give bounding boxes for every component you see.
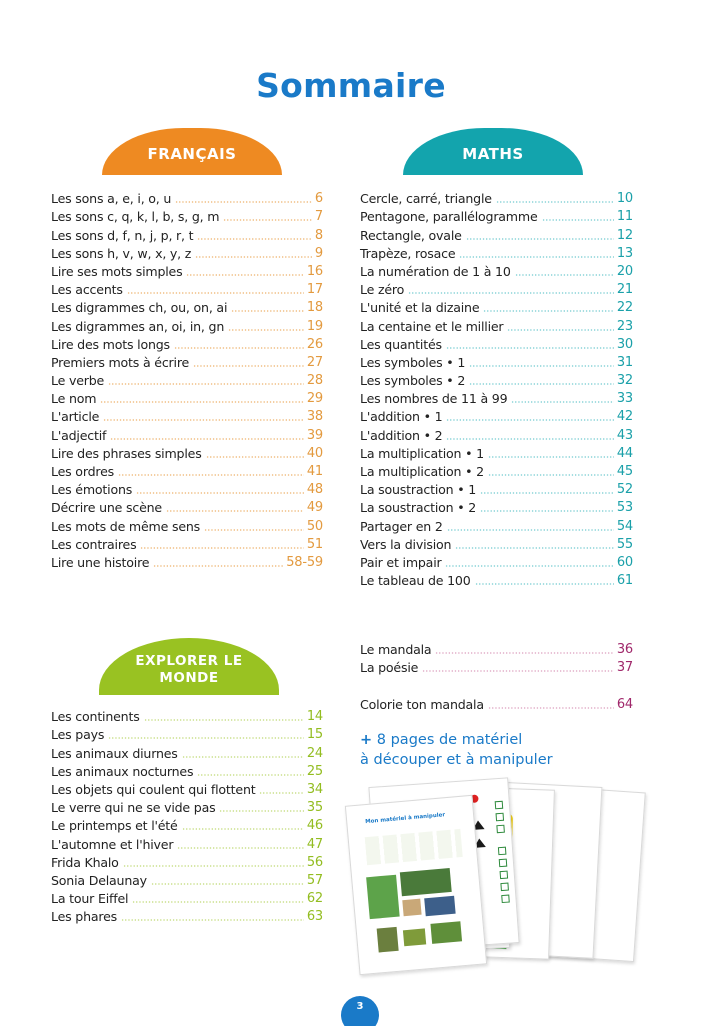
toc-entry-page: 51 — [306, 536, 323, 552]
toc-entry-label: Les pays — [51, 727, 105, 743]
toc-entry[interactable] — [51, 389, 323, 407]
toc-entry[interactable] — [51, 262, 323, 280]
plus-icon: + — [360, 732, 373, 748]
toc-entry-label: Les émotions — [51, 482, 133, 498]
number-box — [500, 871, 509, 880]
number-box — [498, 847, 507, 856]
toc-entry-page: 61 — [616, 573, 633, 589]
dot-leader — [483, 310, 613, 312]
dot-leader — [496, 201, 614, 203]
toc-entry[interactable] — [51, 535, 323, 553]
number-box — [496, 813, 505, 822]
section-header-francais — [102, 128, 282, 175]
toc-entry-page: 64 — [616, 696, 633, 712]
toc-entry-page: 33 — [616, 391, 633, 407]
toc-entry[interactable] — [360, 407, 633, 425]
toc-entry-label: Les nombres de 11 à 99 — [360, 391, 508, 407]
dot-leader — [123, 865, 304, 867]
toc-entry-label: Les mots de même sens — [51, 518, 201, 534]
toc-entry-label: Partager en 2 — [360, 518, 443, 534]
dot-leader — [182, 756, 304, 758]
toc-entry-label: La poésie — [360, 660, 419, 676]
toc-entry-page: 21 — [616, 282, 633, 298]
toc-entry-page: 47 — [306, 836, 323, 852]
toc-entry[interactable] — [51, 462, 323, 480]
page-number-badge: 3 — [341, 996, 379, 1026]
dot-leader — [488, 456, 614, 458]
dot-leader — [515, 274, 614, 276]
dot-leader — [511, 401, 613, 403]
toc-entry-page: 15 — [306, 727, 323, 743]
toc-entry-page: 28 — [306, 373, 323, 389]
dot-leader — [435, 652, 613, 654]
section-label-line1: EXPLORER LE — [135, 652, 243, 669]
dot-leader — [488, 707, 614, 709]
toc-entry-page: 26 — [306, 336, 323, 352]
toc-entry-label: La multiplication • 1 — [360, 445, 484, 461]
toc-entry-label: Les symboles • 2 — [360, 373, 466, 389]
toc-entry-label: La multiplication • 2 — [360, 464, 484, 479]
toc-entry-label: Cercle, carré, triangle — [360, 191, 492, 207]
toc-entry-label: Rectangle, ovale — [360, 227, 462, 243]
toc-entry-label: Vers la division — [360, 536, 452, 552]
toc-entry-page: 32 — [616, 373, 633, 389]
toc-entry-label: La soustraction • 1 — [360, 482, 477, 498]
dot-leader — [459, 256, 613, 258]
dot-leader — [422, 670, 614, 672]
toc-entry-label: Les quantités — [360, 336, 442, 352]
toc-entry[interactable] — [51, 798, 323, 816]
toc-entry-page: 56 — [306, 854, 323, 870]
dot-leader — [174, 347, 304, 349]
toc-entry-page: 50 — [306, 518, 323, 534]
extra-material-note — [360, 730, 660, 770]
toc-entry-label: Les digrammes an, oi, in, gn — [51, 318, 225, 334]
number-box — [499, 859, 508, 868]
toc-entry[interactable] — [360, 480, 633, 498]
dot-leader — [446, 347, 614, 349]
dot-leader — [166, 510, 304, 512]
toc-entry-page: 22 — [616, 300, 633, 316]
dot-leader — [480, 492, 614, 494]
toc-entry[interactable] — [360, 444, 633, 462]
toc-entry-label: Lire des phrases simples — [51, 445, 202, 461]
dot-leader — [475, 583, 614, 585]
toc-entry-page: 41 — [306, 464, 323, 479]
toc-entry-label: Décrire une scène — [51, 500, 162, 516]
toc-entry[interactable] — [360, 353, 633, 371]
toc-entry-page: 25 — [306, 763, 323, 779]
toc-entry[interactable] — [51, 834, 323, 852]
toc-entry-page: 30 — [616, 336, 633, 352]
dot-leader — [455, 547, 614, 549]
toc-entry[interactable] — [51, 907, 323, 925]
toc-entry-page: 20 — [616, 263, 633, 279]
toc-entry[interactable] — [360, 425, 633, 443]
dot-leader — [108, 383, 304, 385]
dot-leader — [231, 310, 304, 312]
dot-leader — [175, 201, 312, 203]
toc-entry-page: 9 — [314, 245, 323, 261]
toc-entry-label: Les symboles • 1 — [360, 354, 466, 370]
dot-leader — [182, 828, 304, 830]
toc-entry-page: 6 — [314, 191, 323, 207]
toc-entry[interactable] — [360, 298, 633, 316]
toc-list-arts — [360, 640, 633, 713]
dot-leader — [446, 438, 613, 440]
toc-entry-page: 17 — [306, 282, 323, 298]
toc-entry[interactable] — [360, 516, 633, 534]
toc-entry-page: 36 — [616, 642, 633, 658]
toc-entry-label: Le printemps et l'été — [51, 818, 178, 834]
toc-entry-label: Le verbe — [51, 373, 105, 389]
toc-entry[interactable] — [51, 889, 323, 907]
toc-entry-page: 31 — [616, 354, 633, 370]
toc-entry-page: 12 — [616, 227, 633, 243]
dot-leader — [136, 492, 304, 494]
dot-leader — [223, 219, 312, 221]
toc-entry[interactable] — [51, 353, 323, 371]
bird-picture — [402, 899, 421, 917]
section-label-explorer — [129, 653, 249, 687]
dot-leader — [140, 547, 303, 549]
toc-entry-label: Les sons h, v, w, x, y, z — [51, 245, 192, 261]
toc-entry-label: Lire ses mots simples — [51, 263, 183, 279]
dot-leader — [206, 456, 304, 458]
toc-entry[interactable] — [51, 225, 323, 243]
dot-leader — [445, 565, 613, 567]
toc-entry-label: Lire une histoire — [51, 554, 150, 570]
section-header-explorer — [99, 638, 279, 695]
toc-entry[interactable] — [51, 280, 323, 298]
toc-entry-label: Lire des mots longs — [51, 336, 170, 352]
toc-entry-label: Les sons c, q, k, l, b, s, g, m — [51, 209, 220, 225]
toc-entry-label: Sonia Delaunay — [51, 872, 147, 888]
toc-entry[interactable] — [51, 743, 323, 761]
toc-entry[interactable] — [360, 371, 633, 389]
toc-entry[interactable] — [51, 725, 323, 743]
toc-entry-page: 55 — [616, 536, 633, 552]
toc-entry[interactable] — [360, 694, 633, 712]
toc-entry[interactable] — [51, 207, 323, 225]
toc-entry-page: 44 — [616, 445, 633, 461]
toc-entry-page: 35 — [306, 800, 323, 816]
toc-entry-page: 37 — [616, 660, 633, 676]
dot-leader — [110, 438, 304, 440]
toc-entry[interactable] — [51, 762, 323, 780]
toc-entry[interactable] — [51, 707, 323, 725]
section-label-francais: FRANÇAIS — [147, 144, 237, 163]
dot-leader — [153, 565, 283, 567]
toc-entry[interactable] — [51, 189, 323, 207]
dot-leader — [542, 219, 614, 221]
toc-entry-page: 13 — [616, 245, 633, 261]
toc-entry-label: Trapèze, rosace — [360, 245, 456, 261]
owl-picture — [377, 927, 399, 953]
dot-leader — [195, 256, 312, 258]
toc-entry-label: Les animaux nocturnes — [51, 763, 194, 779]
toc-entry[interactable] — [360, 553, 633, 571]
sheet-title: Mon matériel à manipuler — [365, 812, 446, 826]
toc-entry[interactable] — [51, 444, 323, 462]
toc-entry-page: 60 — [616, 554, 633, 570]
toc-entry-label: Le mandala — [360, 642, 432, 658]
toc-entry[interactable] — [360, 262, 633, 280]
toc-list-francais — [51, 189, 323, 571]
dot-leader — [507, 329, 613, 331]
toc-entry-page: 16 — [306, 263, 323, 279]
toc-entry-page: 11 — [616, 209, 633, 225]
toc-entry-page: 40 — [306, 445, 323, 461]
toc-entry-label: Colorie ton mandala — [360, 696, 484, 712]
toc-entry-label: Frida Khalo — [51, 854, 119, 870]
toc-entry-label: Pentagone, parallélogramme — [360, 209, 538, 225]
toc-entry-page: 7 — [314, 209, 323, 225]
dot-leader — [144, 719, 304, 721]
toc-entry[interactable] — [360, 462, 633, 480]
dot-leader — [469, 365, 614, 367]
toc-entry[interactable] — [51, 298, 323, 316]
toc-entry-page: 29 — [306, 391, 323, 407]
toc-entry[interactable] — [360, 225, 633, 243]
toc-entry-page: 46 — [306, 818, 323, 834]
dot-leader — [446, 419, 613, 421]
toc-entry-label: Les continents — [51, 709, 140, 725]
toc-entry-page: 18 — [306, 300, 323, 316]
toc-entry-page: 58-59 — [286, 554, 323, 570]
extra-line2: à découper et à manipuler — [360, 752, 553, 768]
dot-leader — [103, 419, 304, 421]
toc-entry-page: 23 — [616, 318, 633, 334]
hare-picture — [430, 921, 462, 944]
toc-entry-label: Premiers mots à écrire — [51, 354, 190, 370]
number-box — [495, 801, 504, 810]
toc-entry[interactable] — [51, 498, 323, 516]
toc-entry-page: 19 — [306, 318, 323, 334]
toc-entry[interactable] — [51, 407, 323, 425]
toc-entry-label: L'adjectif — [51, 427, 107, 443]
dice-cards — [365, 829, 463, 865]
dot-leader — [193, 365, 304, 367]
number-box — [496, 825, 505, 834]
toc-entry-label: Les sons d, f, n, j, p, r, t — [51, 227, 194, 243]
toad-picture — [403, 928, 426, 946]
dot-leader — [469, 383, 614, 385]
toc-entry-page: 42 — [616, 409, 633, 425]
toc-entry-label: Le verre qui ne se vide pas — [51, 800, 216, 816]
toc-entry[interactable] — [360, 498, 633, 516]
toc-entry-page: 52 — [616, 482, 633, 498]
dot-leader — [100, 401, 304, 403]
dot-leader — [121, 919, 304, 921]
material-sheet-front — [345, 795, 487, 976]
dot-leader — [186, 274, 303, 276]
toc-entry[interactable] — [51, 871, 323, 889]
toc-entry[interactable] — [360, 189, 633, 207]
toc-entry-page: 48 — [306, 482, 323, 498]
toc-entry-page: 57 — [306, 872, 323, 888]
toc-entry-label: Le tableau de 100 — [360, 573, 471, 589]
toc-entry-label: L'automne et l'hiver — [51, 836, 174, 852]
toc-entry-label: Les objets qui coulent qui flottent — [51, 781, 256, 797]
toc-entry-page: 8 — [314, 227, 323, 243]
toc-entry-label: La numération de 1 à 10 — [360, 263, 511, 279]
toc-entry[interactable] — [360, 640, 633, 658]
toc-list-maths — [360, 189, 633, 589]
section-label-maths: MATHS — [462, 144, 524, 163]
toc-entry[interactable] — [51, 553, 323, 571]
toc-entry-page: 39 — [306, 427, 323, 443]
toc-entry[interactable] — [360, 280, 633, 298]
fox-picture — [400, 868, 452, 896]
toc-entry[interactable] — [360, 207, 633, 225]
section-header-maths — [403, 128, 583, 175]
number-box — [501, 895, 510, 904]
toc-entry[interactable] — [360, 389, 633, 407]
toc-entry-page: 53 — [616, 500, 633, 516]
toc-entry-page: 14 — [306, 709, 323, 725]
extra-line1: 8 pages de matériel — [376, 732, 523, 748]
toc-entry[interactable] — [51, 425, 323, 443]
dot-leader — [480, 510, 614, 512]
number-box — [500, 883, 509, 892]
dot-leader — [488, 474, 614, 476]
toc-entry-label: La tour Eiffel — [51, 891, 129, 907]
toc-entry[interactable] — [51, 780, 323, 798]
toc-entry[interactable] — [51, 853, 323, 871]
dot-leader — [466, 238, 614, 240]
toc-entry-label: Les accents — [51, 282, 123, 298]
dot-leader — [197, 774, 304, 776]
dot-leader — [219, 810, 303, 812]
toc-entry[interactable] — [51, 316, 323, 334]
toc-entry[interactable] — [360, 658, 633, 676]
toc-entry-label: Les ordres — [51, 464, 114, 479]
toc-entry-label: Les phares — [51, 909, 118, 925]
toc-entry-label: L'unité et la dizaine — [360, 300, 480, 316]
toc-entry[interactable] — [51, 516, 323, 534]
toc-entry[interactable] — [51, 335, 323, 353]
toc-entry-label: L'addition • 1 — [360, 409, 443, 425]
toc-entry-page: 24 — [306, 745, 323, 761]
toc-entry-page: 45 — [616, 464, 633, 479]
toc-entry-page: 10 — [616, 191, 633, 207]
dot-leader — [447, 529, 614, 531]
toc-entry-label: Les digrammes ch, ou, on, ai — [51, 300, 228, 316]
toc-entry-page: 27 — [306, 354, 323, 370]
dot-leader — [177, 847, 304, 849]
toc-entry[interactable] — [360, 316, 633, 334]
toc-entry-page: 63 — [306, 909, 323, 925]
toc-entry-label: Les sons a, e, i, o, u — [51, 191, 172, 207]
toc-entry-label: La centaine et le millier — [360, 318, 504, 334]
toc-entry[interactable] — [360, 335, 633, 353]
dot-leader — [132, 901, 304, 903]
dot-leader — [118, 474, 304, 476]
dot-leader — [204, 529, 304, 531]
dot-leader — [408, 292, 614, 294]
toc-entry[interactable] — [360, 535, 633, 553]
dot-leader — [108, 737, 304, 739]
bat-picture — [424, 896, 455, 917]
toc-entry-page: 54 — [616, 518, 633, 534]
toc-entry-label: Les contraires — [51, 536, 137, 552]
toc-entry-label: Pair et impair — [360, 554, 442, 570]
toc-entry-label: L'addition • 2 — [360, 427, 443, 443]
dot-leader — [228, 329, 304, 331]
toc-entry-label: Les animaux diurnes — [51, 745, 178, 761]
toc-entry-label: La soustraction • 2 — [360, 500, 477, 516]
toc-entry[interactable] — [360, 244, 633, 262]
toc-entry-page: 43 — [616, 427, 633, 443]
dot-leader — [259, 792, 303, 794]
toc-entry[interactable] — [360, 571, 633, 589]
dot-leader — [197, 238, 312, 240]
toc-entry[interactable] — [51, 480, 323, 498]
toc-entry-page: 49 — [306, 500, 323, 516]
section-label-line2: MONDE — [159, 669, 219, 686]
toc-list-explorer — [51, 707, 323, 925]
dot-leader — [127, 292, 304, 294]
toc-entry[interactable] — [51, 244, 323, 262]
toc-entry[interactable] — [51, 816, 323, 834]
toc-entry-label: Le zéro — [360, 282, 405, 298]
deer-picture — [366, 875, 400, 919]
dot-leader — [151, 883, 304, 885]
toc-entry-page: 38 — [306, 409, 323, 425]
toc-entry-label: L'article — [51, 409, 100, 425]
toc-entry-page: 62 — [306, 891, 323, 907]
toc-entry[interactable] — [51, 371, 323, 389]
toc-entry-label: Le nom — [51, 391, 97, 407]
page-title: Sommaire — [256, 66, 446, 105]
toc-entry-page: 34 — [306, 781, 323, 797]
material-pages-illustration — [346, 776, 658, 976]
